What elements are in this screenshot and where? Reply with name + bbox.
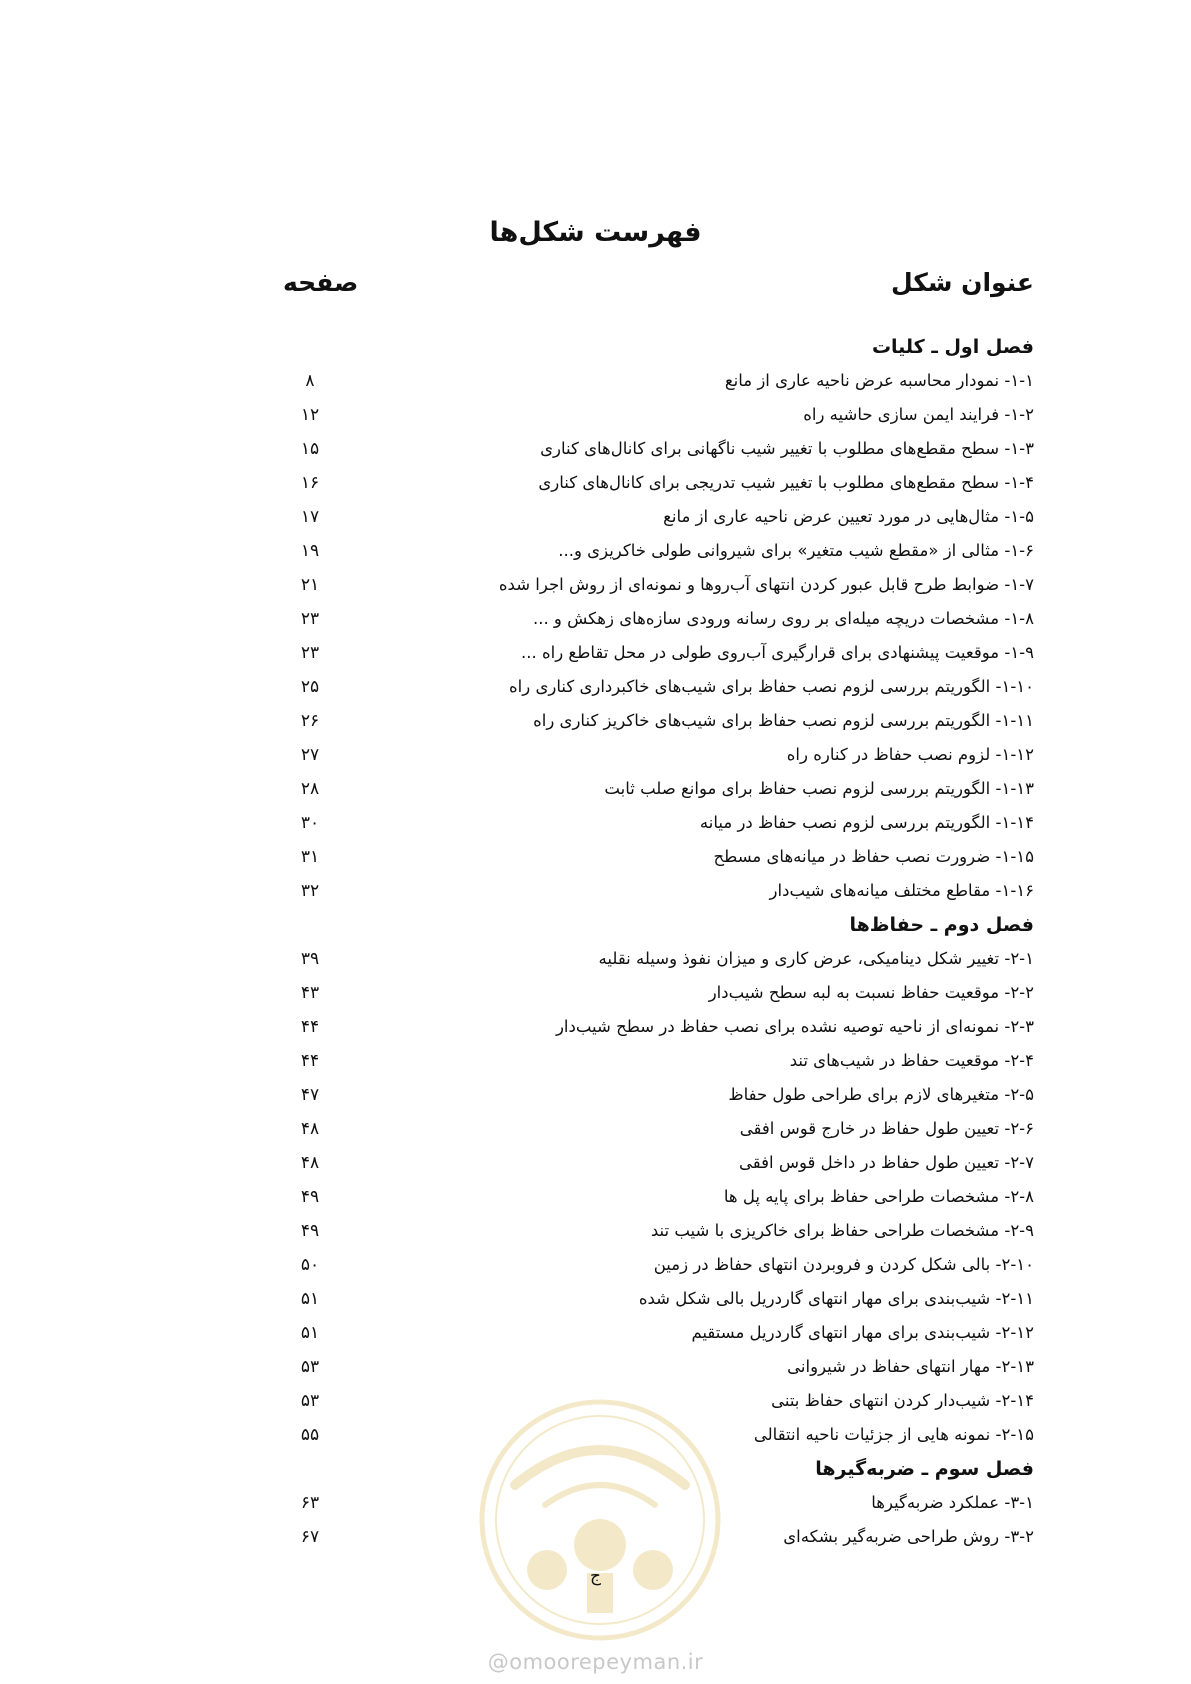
- figure-title: ۱-۱۶- مقاطع مختلف میانه‌های شیب‌دار: [769, 881, 1034, 900]
- figure-page-number: ۳۲: [300, 881, 320, 901]
- figure-title: ۲-۱- تغییر شکل دینامیکی، عرض کاری و میزان نفوذ وسیله نقلیه: [598, 949, 1034, 968]
- figure-entry: [280, 1044, 1034, 1078]
- figure-page-number: ۵۳: [300, 1357, 320, 1377]
- figure-page-number: ۵۳: [300, 1391, 320, 1411]
- figure-title: ۲-۱۴- شیب‌دار کردن انتهای حفاظ بتنی: [771, 1391, 1034, 1410]
- figure-entry: [280, 1078, 1034, 1112]
- figure-page-number: ۳۰: [300, 813, 320, 833]
- section-heading: فصل اول ـ کلیات: [871, 336, 1034, 358]
- figure-page-number: ۴۸: [300, 1119, 320, 1139]
- figure-page-number: ۴۴: [300, 1017, 320, 1037]
- figure-entry: [280, 704, 1034, 738]
- figure-page-number: ۴۷: [300, 1085, 320, 1105]
- figure-page-number: ۵۱: [300, 1289, 320, 1309]
- figure-page-number: ۲۷: [300, 745, 320, 765]
- figure-page-number: ۲۶: [300, 711, 320, 731]
- figure-title: ۱-۱۳- الگوریتم بررسی لزوم نصب حفاظ برای موانع صلب ثابت: [604, 779, 1034, 798]
- figure-title: ۱-۸- مشخصات دریچه میله‌ای بر روی رسانه ورودی سازه‌های زهکش و ...: [532, 609, 1034, 628]
- figure-page-number: ۲۵: [300, 677, 320, 697]
- table-of-figures: [280, 330, 1034, 1554]
- figure-page-number: ۶۷: [300, 1527, 320, 1547]
- figure-page-number: ۱۵: [300, 439, 320, 459]
- figure-title: ۲-۴- موقعیت حفاظ در شیب‌های تند: [789, 1051, 1034, 1070]
- figure-page-number: ۵۰: [300, 1255, 320, 1275]
- figure-title: ۱-۶- مثالی از «مقطع شیب متغیر» برای شیروانی طولی خاکریزی و...: [558, 541, 1034, 560]
- figure-page-number: ۲۳: [300, 643, 320, 663]
- figure-page-number: ۲۸: [300, 779, 320, 799]
- figure-title: ۱-۱۵- ضرورت نصب حفاظ در میانه‌های مسطح: [713, 847, 1034, 866]
- figure-entry: [280, 772, 1034, 806]
- column-header-page: صفحه: [283, 268, 359, 297]
- figure-entry: [280, 636, 1034, 670]
- figure-page-number: ۵۵: [300, 1425, 320, 1445]
- publisher-seal-icon: [475, 1395, 725, 1645]
- figure-page-number: ۴۹: [300, 1187, 320, 1207]
- figure-title: ۱-۳- سطح مقطع‌های مطلوب با تغییر شیب ناگهانی برای کانال‌های کناری: [540, 439, 1034, 458]
- figure-entry: [280, 500, 1034, 534]
- figure-page-number: ۴۸: [300, 1153, 320, 1173]
- figure-entry: [280, 534, 1034, 568]
- figure-page-number: ۴۹: [300, 1221, 320, 1241]
- figure-entry: [280, 738, 1034, 772]
- figure-entry: [280, 466, 1034, 500]
- figure-title: ۱-۱۲- لزوم نصب حفاظ در کناره راه: [786, 745, 1034, 764]
- figure-title: ۳-۱- عملکرد ضربه‌گیرها: [871, 1493, 1034, 1512]
- figure-title: ۲-۹- مشخصات طراحی حفاظ برای خاکریزی با شیب تند: [650, 1221, 1034, 1240]
- figure-entry: [280, 364, 1034, 398]
- figure-entry: [280, 432, 1034, 466]
- figure-entry: [280, 806, 1034, 840]
- page-number-letter: ج: [590, 1566, 601, 1586]
- figure-page-number: ۱۶: [300, 473, 320, 493]
- figure-title: ۲-۵- متغیرهای لازم برای طراحی طول حفاظ: [728, 1085, 1034, 1104]
- figure-entry: [280, 874, 1034, 908]
- figure-entry: [280, 398, 1034, 432]
- figure-title: ۲-۱۲- شیب‌بندی برای مهار انتهای گاردریل مستقیم: [691, 1323, 1034, 1342]
- figure-entry: [280, 1350, 1034, 1384]
- figure-page-number: ۱۹: [300, 541, 320, 561]
- figure-title: ۱-۱۰- الگوریتم بررسی لزوم نصب حفاظ برای شیب‌های خاکبرداری کناری راه: [509, 677, 1034, 696]
- figure-entry: [280, 568, 1034, 602]
- figure-page-number: ۱۷: [300, 507, 320, 527]
- figure-page-number: ۸: [305, 371, 315, 391]
- section-heading: فصل دوم ـ حفاظ‌ها: [849, 914, 1034, 936]
- figure-title: ۱-۱۴- الگوریتم بررسی لزوم نصب حفاظ در میانه: [699, 813, 1034, 832]
- figure-title: ۲-۲- موقعیت حفاظ نسبت به لبه سطح شیب‌دار: [708, 983, 1034, 1002]
- column-header-title: عنوان شکل: [890, 268, 1034, 297]
- figure-page-number: ۲۱: [300, 575, 320, 595]
- figure-page-number: ۵۱: [300, 1323, 320, 1343]
- figure-page-number: ۱۲: [300, 405, 320, 425]
- figure-entry: [280, 942, 1034, 976]
- figure-entry: [280, 1146, 1034, 1180]
- figure-title: ۱-۷- ضوابط طرح قابل عبور کردن انتهای آب‌روها و نمونه‌ای از روش اجرا شده: [498, 575, 1034, 594]
- figure-entry: [280, 1316, 1034, 1350]
- figure-title: ۱-۱۱- الگوریتم بررسی لزوم نصب حفاظ برای شیب‌های خاکریز کناری راه: [533, 711, 1034, 730]
- figure-entry: [280, 1180, 1034, 1214]
- section-heading: فصل سوم ـ ضربه‌گیرها: [815, 1458, 1034, 1480]
- figure-page-number: ۳۱: [300, 847, 320, 867]
- figure-page-number: ۴۳: [300, 983, 320, 1003]
- figure-title: ۲-۶- تعیین طول حفاظ در خارج قوس افقی: [739, 1119, 1034, 1138]
- page-title: فهرست شکل‌ها: [489, 217, 702, 248]
- figure-entry: [280, 602, 1034, 636]
- figure-entry: [280, 1112, 1034, 1146]
- figure-title: ۱-۹- موقعیت پیشنهادی برای قرارگیری آب‌روی طولی در محل تقاطع راه ...: [521, 643, 1034, 662]
- figure-entry: [280, 1010, 1034, 1044]
- figure-page-number: ۴۴: [300, 1051, 320, 1071]
- figure-title: ۳-۲- روش طراحی ضربه‌گیر بشکه‌ای: [783, 1527, 1034, 1546]
- figure-title: ۲-۷- تعیین طول حفاظ در داخل قوس افقی: [739, 1153, 1034, 1172]
- figure-entry: [280, 1282, 1034, 1316]
- figure-title: ۲-۳- نمونه‌ای از ناحیه توصیه نشده برای نصب حفاظ در سطح شیب‌دار: [555, 1017, 1034, 1036]
- figure-title: ۲-۱۰- بالی شکل کردن و فروبردن انتهای حفاظ در زمین: [653, 1255, 1034, 1274]
- figure-page-number: ۲۳: [300, 609, 320, 629]
- figure-title: ۱-۲- فرایند ایمن سازی حاشیه راه: [803, 405, 1034, 424]
- figure-page-number: ۶۳: [300, 1493, 320, 1513]
- figure-page-number: ۳۹: [300, 949, 320, 969]
- figure-entry: [280, 1248, 1034, 1282]
- figure-entry: [280, 976, 1034, 1010]
- figure-title: ۱-۴- سطح مقطع‌های مطلوب با تغییر شیب تدریجی برای کانال‌های کناری: [538, 473, 1034, 492]
- figure-title: ۲-۸- مشخصات طراحی حفاظ برای پایه پل ها: [723, 1187, 1034, 1206]
- figure-entry: [280, 840, 1034, 874]
- figure-title: ۲-۱۳- مهار انتهای حفاظ در شیروانی: [787, 1357, 1034, 1376]
- figure-entry: [280, 670, 1034, 704]
- site-watermark: @omoorepeyman.ir: [487, 1650, 704, 1674]
- figure-title: ۱-۱- نمودار محاسبه عرض ناحیه عاری از مانع: [724, 371, 1034, 390]
- figure-entry: [280, 1214, 1034, 1248]
- figure-title: ۲-۱۵- نمونه هایی از جزئیات ناحیه انتقالی: [753, 1425, 1034, 1444]
- figure-title: ۱-۵- مثال‌هایی در مورد تعیین عرض ناحیه عاری از مانع: [663, 507, 1034, 526]
- figure-title: ۲-۱۱- شیب‌بندی برای مهار انتهای گاردریل بالی شکل شده: [638, 1289, 1034, 1308]
